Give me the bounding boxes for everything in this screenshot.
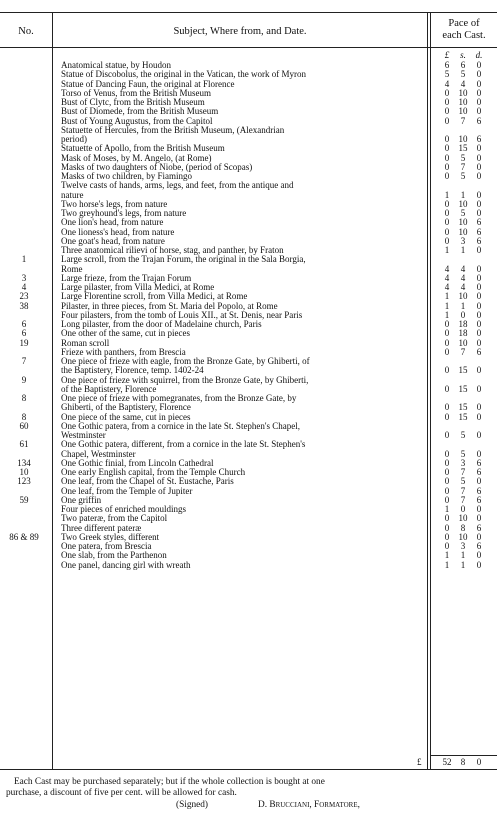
table-row [0, 283, 497, 292]
price-pounds: 0 [444, 485, 450, 496]
row-number: 3 [21, 272, 27, 283]
table-row [0, 542, 497, 551]
price-pence: 0 [476, 69, 482, 80]
row-subject: Large scroll, from the Trajan Forum, the original in the Sala Borgia, [61, 255, 306, 265]
price-shillings: 10 [458, 337, 468, 348]
table-row [0, 117, 497, 126]
row-subject: Four pilasters, from the tomb of Louis XII., at St. Denis, near Paris [61, 310, 303, 320]
row-subject: Frieze with panthers, from Brescia [61, 347, 186, 357]
price-shillings: 6 [460, 60, 466, 70]
row-subject: Torso of Venus, from the British Museum [61, 88, 211, 98]
row-subject: Long pilaster, from the door of Madelaine church, Paris [61, 320, 262, 329]
price-pence: 0 [476, 550, 482, 561]
price-pounds: 1 [444, 559, 450, 570]
signed-name: D. Brucciani, Formatore, [258, 800, 360, 810]
price-shillings: 10 [458, 97, 468, 107]
table-row [0, 302, 497, 311]
price-pence: 0 [476, 198, 482, 209]
table-row [0, 144, 497, 153]
table-row [0, 61, 497, 70]
price-pence: 6 [476, 485, 482, 496]
table-row [0, 200, 497, 209]
row-subject: Bust of Young Augustus, from the Capitol [61, 116, 213, 126]
price-shillings: 4 [460, 282, 466, 292]
row-subject: Three different pateræ [61, 523, 142, 533]
signed-label: (Signed) [176, 800, 209, 810]
row-subject: Bust of Clytc, from the British Museum [61, 98, 205, 107]
price-pence: 0 [476, 337, 482, 348]
table-bottom-rule [0, 769, 497, 770]
row-subject: One other of the same, cut in pieces [61, 329, 190, 339]
header-subject: Subject, Where from, and Date. [173, 26, 307, 37]
price-pounds: 0 [444, 476, 450, 487]
price-pounds: 0 [444, 115, 450, 126]
total-shillings: 8 [460, 757, 466, 767]
row-subject: Statuette of Hercules, from the British Museum, (Alexandrian [61, 125, 285, 135]
price-shillings: 15 [458, 411, 468, 422]
price-pounds: 1 [444, 245, 450, 255]
table-row [0, 561, 497, 570]
table-row [0, 163, 497, 172]
price-pounds: 1 [444, 309, 450, 320]
table-row [0, 274, 497, 283]
price-pounds: 0 [444, 134, 450, 144]
price-pounds: 0 [444, 531, 450, 542]
row-subject: One leaf, from the Chapel of St. Eustache, Paris [61, 477, 234, 487]
price-shillings: 7 [460, 467, 466, 477]
row-subject: One slab, from the Parthenon [61, 551, 167, 561]
row-subject: Two greyhound's legs, from nature [61, 209, 187, 218]
table-row [0, 154, 497, 163]
table-row [0, 228, 497, 237]
table-row [0, 255, 497, 264]
price-shillings: 5 [460, 208, 466, 218]
row-number: 8 [21, 411, 27, 422]
row-number: 86 & 89 [9, 531, 39, 542]
price-pence: 0 [476, 263, 482, 274]
footer-line1: Each Cast may be purchased separately; but if the whole collection is bought at one [14, 777, 325, 787]
price-shillings: 10 [458, 513, 468, 524]
row-subject: Large Florentine scroll, from Villa Medici, at Rome [61, 292, 248, 302]
price-shillings: 10 [458, 531, 468, 542]
row-subject: Rome [61, 264, 83, 274]
price-pounds: 0 [444, 198, 450, 209]
price-pounds: 0 [444, 106, 450, 117]
price-shillings: 10 [458, 217, 468, 228]
price-shillings: 0 [460, 504, 466, 514]
row-subject: Roman scroll [61, 338, 110, 348]
price-shillings: 15 [458, 143, 468, 154]
price-pounds: 0 [444, 365, 450, 376]
price-pounds: 0 [444, 87, 450, 98]
price-pounds: 0 [444, 97, 450, 107]
price-shillings: 4 [460, 78, 466, 89]
table-row [0, 98, 497, 107]
row-subject: One early English capital, from the Temple Church [61, 468, 246, 477]
table-row [0, 413, 497, 422]
price-pence: 0 [476, 143, 482, 154]
price-pence: 0 [476, 300, 482, 311]
price-shillings: 18 [458, 328, 468, 339]
price-pounds: 4 [444, 282, 450, 292]
price-pence: 0 [476, 531, 482, 542]
price-shillings: 5 [460, 69, 466, 80]
price-shillings: 3 [460, 235, 466, 246]
row-number: 1 [21, 254, 27, 265]
table-row [0, 181, 497, 190]
price-pounds: 0 [444, 337, 450, 348]
price-shillings: 5 [460, 430, 466, 440]
price-pounds: 0 [444, 226, 450, 237]
row-subject: Masks of two children, by Fiamingo [61, 172, 192, 181]
table-row [0, 191, 497, 200]
price-pence: 6 [476, 467, 482, 477]
row-subject: Statue of Dancing Faun, the original at Florence [61, 79, 235, 89]
price-shillings: 4 [460, 272, 466, 283]
price-pence: 0 [476, 189, 482, 200]
row-subject: Four pieces of enriched mouldings [61, 505, 186, 514]
price-pounds: 4 [444, 263, 450, 274]
price-pounds: 0 [444, 522, 450, 533]
price-pounds: 1 [444, 550, 450, 561]
table-row [0, 468, 497, 477]
table-row [0, 237, 497, 246]
price-pounds: 0 [444, 217, 450, 228]
price-pounds: 0 [444, 208, 450, 218]
table-row [0, 394, 497, 403]
price-pounds: 0 [444, 457, 450, 468]
row-subject: One Gothic patera, different, from a cornice in the late St. Stephen's [61, 440, 306, 450]
price-pence: 6 [476, 226, 482, 237]
price-pence: 0 [476, 448, 482, 459]
price-shillings: 5 [460, 171, 466, 181]
row-subject: Mask of Moses, by M. Angelo, (at Rome) [61, 153, 212, 163]
price-shillings: 7 [460, 346, 466, 357]
unit-pence: d. [475, 50, 483, 60]
table-row [0, 209, 497, 218]
price-pence: 6 [476, 494, 482, 505]
price-shillings: 7 [460, 115, 466, 126]
total-pounds: 52 [442, 757, 452, 767]
table-row [0, 376, 497, 385]
table-row [0, 357, 497, 366]
total-rule [430, 755, 497, 756]
row-number: 9 [21, 374, 27, 385]
price-pounds: 0 [444, 319, 450, 329]
row-subject: Bust of Diomede, from the British Museum [61, 107, 219, 117]
price-pounds: 1 [444, 189, 450, 200]
row-number: 6 [21, 328, 27, 339]
header-price-line1: Pace of [448, 18, 480, 29]
table-row [0, 320, 497, 329]
row-subject: Twelve casts of hands, arms, legs, and feet, from the antique and [61, 181, 294, 191]
total-symbol: £ [417, 757, 422, 767]
row-number: 19 [19, 337, 29, 348]
price-pence: 0 [476, 78, 482, 89]
row-subject: One panel, dancing girl with wreath [61, 560, 191, 570]
row-number: 123 [17, 476, 31, 487]
price-pounds: 0 [444, 161, 450, 172]
row-subject: Masks of two daughters of Niobe, (period of Scopas) [61, 162, 253, 172]
unit-shillings: s. [460, 50, 466, 60]
price-shillings: 10 [458, 87, 468, 98]
price-shillings: 3 [460, 541, 466, 551]
table-row [0, 505, 497, 514]
price-pence: 0 [476, 87, 482, 98]
price-pence: 6 [476, 134, 482, 144]
price-shillings: 7 [460, 494, 466, 505]
header-no: No. [18, 26, 34, 37]
price-pounds: 0 [444, 346, 450, 357]
row-subject: Two horse's legs, from nature [61, 199, 168, 209]
table-row [0, 265, 497, 274]
table-row [0, 431, 497, 440]
price-pence: 0 [476, 272, 482, 283]
price-pence: 0 [476, 430, 482, 440]
table-row [0, 385, 497, 394]
row-subject: Pilaster, in three pieces, from St. Maria del Popolo, at Rome [61, 301, 278, 311]
table-row [0, 440, 497, 449]
row-subject: Chapel, Westminster [61, 449, 136, 459]
table-row [0, 107, 497, 116]
price-shillings: 15 [458, 365, 468, 376]
price-pence: 6 [476, 522, 482, 533]
price-pence: 0 [476, 402, 482, 413]
price-pounds: 6 [444, 60, 450, 70]
price-pounds: 0 [444, 235, 450, 246]
row-subject: One lioness's head, from nature [61, 227, 175, 237]
total-pence: 0 [476, 757, 482, 767]
price-shillings: 4 [460, 263, 466, 274]
row-subject: One leaf, from the Temple of Jupiter [61, 486, 193, 496]
price-pounds: 0 [444, 411, 450, 422]
price-pounds: 0 [444, 513, 450, 524]
price-pounds: 0 [444, 143, 450, 154]
row-number: 7 [21, 356, 27, 366]
price-shillings: 10 [458, 134, 468, 144]
price-pence: 0 [476, 411, 482, 422]
price-shillings: 8 [460, 522, 466, 533]
price-shillings: 10 [458, 226, 468, 237]
table-row [0, 311, 497, 320]
table-row [0, 218, 497, 227]
table-row [0, 329, 497, 338]
price-pounds: 0 [444, 430, 450, 440]
price-pence: 0 [476, 365, 482, 376]
table-row [0, 524, 497, 533]
price-pounds: 1 [444, 300, 450, 311]
price-pence: 0 [476, 291, 482, 302]
table-row [0, 292, 497, 301]
header-price-line2: each Cast. [442, 30, 486, 41]
row-number: 6 [21, 319, 27, 329]
row-subject: Statuette of Apollo, from the British Museum [61, 144, 225, 154]
row-subject: Westminster [61, 431, 106, 440]
table-row [0, 403, 497, 412]
table-row [0, 172, 497, 181]
price-shillings: 1 [460, 245, 466, 255]
price-shillings: 10 [458, 291, 468, 302]
table-row [0, 246, 497, 255]
price-pounds: 1 [444, 291, 450, 302]
unit-headings [442, 50, 490, 60]
table-row [0, 366, 497, 375]
table-row [0, 533, 497, 542]
price-shillings: 15 [458, 402, 468, 413]
table-top-rule [0, 12, 497, 13]
price-shillings: 3 [460, 457, 466, 468]
row-number: 10 [19, 467, 29, 477]
table-row [0, 126, 497, 135]
price-pence: 0 [476, 152, 482, 163]
price-shillings: 1 [460, 550, 466, 561]
table-row [0, 135, 497, 144]
price-pence: 0 [476, 504, 482, 514]
price-pounds: 0 [444, 467, 450, 477]
catalogue-rows [0, 61, 497, 570]
price-pence: 6 [476, 457, 482, 468]
row-number: 23 [19, 291, 29, 302]
table-row [0, 514, 497, 523]
row-subject: One piece of frieze with eagle, from the Bronze Gate, by Ghiberti, of [61, 357, 310, 366]
table-row [0, 422, 497, 431]
row-subject: Large frieze, from the Trajan Forum [61, 273, 192, 283]
row-subject: Three anatomical rilievi of horse, stag, and panther, by Fraton [61, 246, 284, 255]
price-pounds: 1 [444, 504, 450, 514]
price-pounds: 0 [444, 171, 450, 181]
price-pence: 0 [476, 559, 482, 570]
row-subject: nature [61, 190, 84, 200]
price-shillings: 7 [460, 161, 466, 172]
price-pence: 6 [476, 346, 482, 357]
price-shillings: 18 [458, 319, 468, 329]
unit-pounds: £ [444, 50, 450, 60]
price-pounds: 5 [444, 69, 450, 80]
footer-line2: purchase, a discount of five per cent. will be allowed for cash. [6, 788, 237, 798]
row-subject: One piece of the same, cut in pieces [61, 412, 191, 422]
price-pence: 0 [476, 97, 482, 107]
row-number: 4 [21, 282, 27, 292]
table-row [0, 450, 497, 459]
price-pence: 0 [476, 513, 482, 524]
price-shillings: 5 [460, 448, 466, 459]
row-subject: One griffin [61, 495, 102, 505]
price-pence: 6 [476, 115, 482, 126]
price-shillings: 10 [458, 198, 468, 209]
table-row [0, 89, 497, 98]
price-pence: 0 [476, 245, 482, 255]
price-pence: 0 [476, 282, 482, 292]
price-pounds: 0 [444, 494, 450, 505]
price-pence: 0 [476, 161, 482, 172]
price-shillings: 7 [460, 485, 466, 496]
header-bottom-rule [0, 47, 497, 48]
row-number: 60 [19, 420, 29, 431]
price-pounds: 4 [444, 272, 450, 283]
row-subject: One piece of frieze with squirrel, from the Bronze Gate, by Ghiberti, [61, 375, 309, 385]
row-subject: One lion's head, from nature [61, 218, 164, 228]
row-subject: One goat's head, from nature [61, 236, 165, 246]
price-pence: 0 [476, 319, 482, 329]
price-pence: 0 [476, 106, 482, 117]
table-row [0, 70, 497, 79]
price-pence: 6 [476, 235, 482, 246]
row-subject: Ghiberti, of the Baptistery, Florence [61, 403, 191, 413]
row-subject: One Gothic finial, from Lincoln Cathedral [61, 458, 214, 468]
price-pounds: 0 [444, 402, 450, 413]
row-subject: One patera, from Brescia [61, 542, 152, 551]
price-shillings: 15 [458, 383, 468, 394]
price-pence: 0 [476, 476, 482, 487]
row-subject: One piece of frieze with pomegranates, from the Bronze Gate, by [61, 394, 297, 403]
price-pounds: 0 [444, 152, 450, 163]
price-shillings: 10 [458, 106, 468, 117]
row-number: 61 [19, 439, 29, 450]
table-row [0, 487, 497, 496]
table-row [0, 80, 497, 89]
row-subject: Two Greek styles, different [61, 532, 160, 542]
table-row [0, 339, 497, 348]
row-subject: Large pilaster, from Villa Medici, at Rome [61, 283, 215, 292]
row-subject: period) [61, 135, 87, 144]
price-pounds: 0 [444, 328, 450, 339]
price-pence: 6 [476, 217, 482, 228]
price-pence: 0 [476, 309, 482, 320]
price-pence: 0 [476, 171, 482, 181]
price-shillings: 5 [460, 152, 466, 163]
table-row [0, 348, 497, 357]
price-pence: 0 [476, 383, 482, 394]
price-pence: 0 [476, 208, 482, 218]
row-number: 134 [17, 457, 31, 468]
row-subject: Statue of Discobolus, the original in the Vatican, the work of Myron [61, 70, 307, 80]
price-pounds: 0 [444, 448, 450, 459]
row-subject: Anatomical statue, by Houdon [61, 61, 171, 70]
price-pence: 0 [476, 328, 482, 339]
price-pounds: 0 [444, 541, 450, 551]
price-shillings: 1 [460, 559, 466, 570]
price-shillings: 1 [460, 300, 466, 311]
total-row [0, 757, 497, 768]
price-pence: 0 [476, 60, 482, 70]
price-shillings: 5 [460, 476, 466, 487]
price-shillings: 1 [460, 189, 466, 200]
row-number: 38 [19, 300, 29, 311]
table-row [0, 477, 497, 486]
row-subject: of the Baptistery, Florence [61, 384, 157, 394]
table-row [0, 459, 497, 468]
row-subject: One Gothic patera, from a cornice in the late St. Stephen's Chapel, [61, 421, 301, 431]
row-number: 8 [21, 393, 27, 403]
price-shillings: 0 [460, 309, 466, 320]
row-subject: the Baptistery, Florence, temp. 1402-24 [61, 366, 204, 376]
row-number: 59 [19, 494, 29, 505]
price-pence: 6 [476, 541, 482, 551]
table-row [0, 551, 497, 560]
row-subject: Two pateræ, from the Capitol [61, 514, 168, 524]
table-row [0, 496, 497, 505]
price-pounds: 4 [444, 78, 450, 89]
price-pounds: 0 [444, 383, 450, 394]
